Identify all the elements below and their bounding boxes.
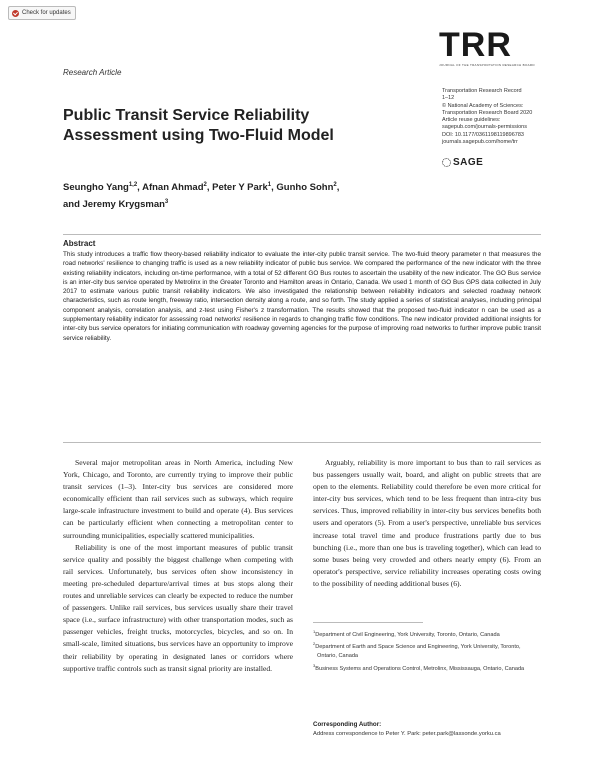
body-paragraph: Several major metropolitan areas in North America, including New York, Chicago, and Toronto, are currently trying to improve their public transit services (1–3). Inter-city bus services are considered more economically efficient than rail services such as subways, which require large-scale infrastructure investment to build and operate (4). Bus services can be particularly efficient when connecting a metropolitan center to surrounding municipalities, especially scattered municipalities. [63,458,293,540]
affiliation [313,662,541,673]
author-affil-sup: 2 [333,182,337,188]
check-icon [12,10,19,17]
doi-link[interactable]: DOI: 10.1177/0361198119896783 [442,131,524,138]
journal-meta [442,88,582,146]
author-name: Afnan Ahmad [142,182,204,194]
corresponding-author[interactable]: Address correspondence to Peter Y. Park: peter.park@lassonde.yorku.ca [313,731,501,737]
affiliation-number: 1 [313,629,316,634]
author-name: Peter Y Park [212,182,268,194]
author-name: Gunho Sohn [276,182,334,194]
author-affil-sup: 3 [164,199,169,206]
logo-subtext: JOURNAL OF THE TRANSPORTATION RESEARCH BOARD [439,63,535,67]
author-separator: , [137,182,143,194]
footnote-divider [313,622,423,623]
sage-dots-icon [442,158,451,167]
paper-title: Public Transit Service Reliability Assessment using Two-Fluid Model [63,107,334,144]
author-list [63,178,393,212]
divider [63,234,541,235]
affiliations [313,628,541,674]
check-updates-label: Check for updates [22,10,71,16]
author-affil-sup: 2 [203,182,207,188]
publisher-logo [442,157,483,168]
publisher-name: SAGE [453,157,484,168]
meta-link[interactable]: sagepub.com/journals-permissions [442,124,527,131]
affiliation-text: Department of Earth and Space Science and Engineering, York University, Toronto, Ontario, Canada [315,644,521,659]
divider [63,442,541,443]
check-for-updates-badge[interactable] [8,6,76,20]
meta-line: Article reuse guidelines: [442,117,501,124]
affiliation-number: 3 [313,662,316,668]
author-affil-sup: 1,2 [128,182,138,188]
abstract-text: This study introduces a traffic flow theory-based reliability indicator to evaluate the inter-city public transit service. The two-fluid theory parameter n that measures the road networks' resilience to changing traffic is used as a new reliability indicator of public bus service. We compared the performance of the new indicator with the three existing reliability indicators, including on-time performance, with a total of 52 different GO Bus routes to ascertain the usability of the new indicator. The GO Bus service is an inter-city bus service operated by Metrolinx in the Greater Toronto and Hamilton areas in Ontario, Canada. We used 1 month of GO Bus GPS data collected in July 2017 to estimate various public transit reliability indicators. We also investigated the relationship between reliability indicators and selected roadway network characteristics, such as route length, freeway ratio, intersection density along a route, and so forth. The study applied a series of statistical analyses, including principal component analysis, correlation analysis, and z-test using Fisher's z transformation. The results showed that the proposed two-fluid indicator n can be used as a supplementary reliability indicator for assessing road networks' resilience in regards to changing traffic flow conditions. The new indicator provided additional insights for inter-city bus service operators for initiating communication with roadway governing agencies for the purpose of improving road networks to further improve public transit service reliability. [63,251,541,342]
author-affil-sup: 1 [267,182,272,188]
meta-line: © National Academy of Sciences: [442,102,524,109]
affiliation [313,640,541,660]
body-column-left [63,457,293,675]
affiliation [313,628,541,639]
article-type: Research Article [63,68,122,77]
body-paragraph: Reliability is one of the most important measures of public transit service quality and possibly the biggest challenge when competing with rail services. Unfortunately, bus services often show inconsistency in meeting pre-scheduled departure/arrival times at bus stops along their routes and unreliable services can clearly be expected to reduce the number of passengers. Unlike rail services, bus services usually share their travel space (i.e., surface infrastructure) with other transportation modes, such as passenger vehicles, freight trucks, motorcycles, bicycles, and so on. In small-scale, limited situations, bus services have an opportunity to improve their reliability by operating in designated lanes or corridors where supportive traffic controls such as transit signal priority are installed. [63,542,293,673]
author-separator: , [271,182,277,194]
meta-line: 1–12 [442,95,455,102]
meta-line: Transportation Research Board 2020 [442,109,533,116]
journal-logo [439,28,539,67]
body-paragraph: Arguably, reliability is more important to bus than to rail services as bus passengers usually wait, board, and alight on public streets that are open to the elements. Reliability could therefore be even more critical for inter-city bus services, which tend to be less frequent than intra-city bus services. Thus, improved reliability in inter-city bus services benefits both users and operators (5). From a user's perspective, unreliable bus services increase total travel time and produce frustrations partly due to bus bunching (i.e., more than one bus is traveling together), which can lead to some buses being very crowded and others nearly empty (6). From an operator's perspective, service reliability increases operating costs owing to the possibility of needing additional buses (6). [313,458,541,588]
body-column-right [313,457,541,590]
corresponding-heading: Corresponding Author: [313,721,382,728]
logo-text: TRR [439,26,512,64]
author-separator: , [206,182,213,194]
author-name: Seungho Yang [63,182,129,194]
author-name: and Jeremy Krygsman [63,199,165,211]
affiliation-number: 2 [313,641,316,647]
abstract-heading: Abstract [63,239,96,248]
affiliation-text: Business Systems and Operations Control, Metrolinx, Mississauga, Ontario, Canada [315,665,525,672]
affiliation-text: Department of Civil Engineering, York University, Toronto, Ontario, Canada [315,631,500,638]
meta-line: Transportation Research Record [442,88,522,94]
journal-link[interactable]: journals.sagepub.com/home/trr [442,139,518,146]
author-separator: , [336,182,340,194]
